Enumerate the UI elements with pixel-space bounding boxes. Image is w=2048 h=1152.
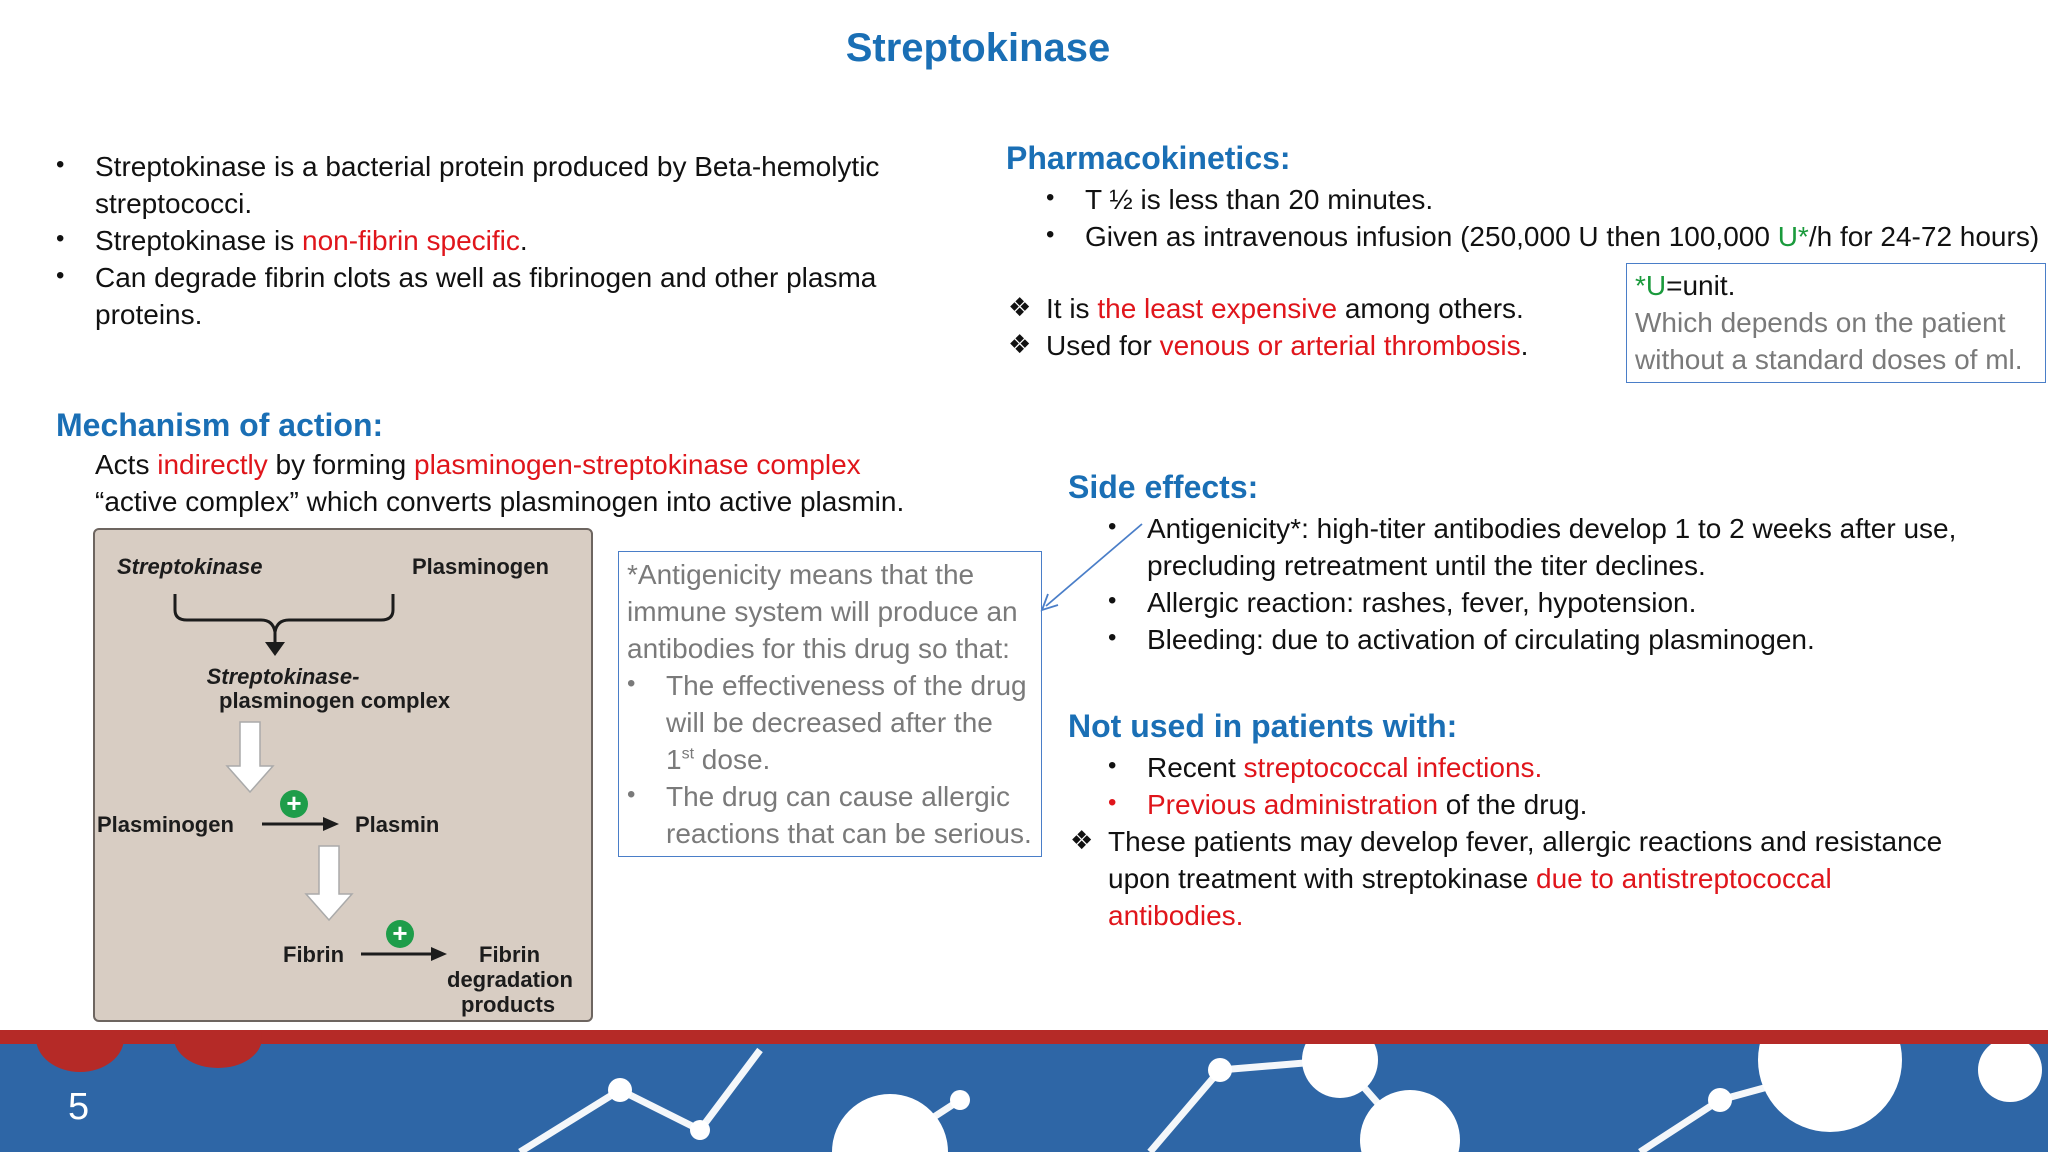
slide-title: Streptokinase	[845, 26, 1111, 70]
side-effects-heading: Side effects:	[1068, 469, 1259, 505]
bullet-icon: •	[627, 670, 636, 697]
label-fibrin: Fibrin	[283, 942, 345, 967]
diamond-bullet-icon: ❖	[1008, 292, 1032, 322]
pharmacokinetics-heading: Pharmacokinetics:	[1006, 140, 1291, 176]
footer-banner	[0, 1030, 2048, 1152]
bullet-icon: •	[56, 262, 65, 289]
label-complex: Streptokinase-	[206, 664, 360, 689]
plus-circle-icon: +	[386, 920, 414, 948]
bullet-icon: •	[1108, 513, 1117, 540]
bullet-icon: •	[627, 781, 636, 808]
diamond-bullet-icon: ❖	[1008, 329, 1032, 359]
mechanism-text: Acts indirectly by forming plasminogen-streptokinase complex “active complex” which converts plasminogen into active plasmin.	[95, 449, 905, 517]
antigenicity-note-box: *Antigenicity means that the immune system will produce an antibodies for this drug so that: • The effectiveness of the drug will be decreased after the 1st dose. • The drug can cause allergic reactions that can be serious.	[618, 551, 1042, 857]
label-plasmin: Plasmin	[355, 812, 440, 837]
plus-circle-icon: +	[280, 790, 308, 818]
not-used-1: Recent streptococcal infections.	[1147, 752, 1543, 783]
not-used-2: Previous administration of the drug.	[1147, 789, 1588, 820]
not-used-note: These patients may develop fever, allergic reactions and resistance upon treatment with streptokinase due to antistreptococcal antibodies.	[1108, 826, 1943, 931]
slide-number: 5	[68, 1086, 90, 1128]
bullet-icon: •	[1108, 789, 1117, 816]
connector-arrow	[1030, 520, 1150, 620]
side-effect-2: Allergic reaction: rashes, fever, hypotension.	[1147, 587, 1697, 618]
side-effect-3: Bleeding: due to activation of circulating plasminogen.	[1147, 624, 1815, 655]
intro-bullet-1: Streptokinase is a bacterial protein produced by Beta-hemolytic streptococci.	[95, 151, 880, 219]
mechanism-diagram	[93, 528, 593, 1022]
bullet-icon: •	[1046, 184, 1055, 211]
pk-note-2: Used for venous or arterial thrombosis.	[1046, 330, 1529, 361]
pk-note-1: It is the least expensive among others.	[1046, 293, 1524, 324]
bullet-icon: •	[1108, 624, 1117, 651]
bullet-icon: •	[56, 151, 65, 178]
pk-bullet-2: Given as intravenous infusion (250,000 U then 100,000 U*/h for 24-72 hours)	[1085, 221, 2040, 252]
label-products-1: Fibrin	[479, 942, 541, 967]
bullet-icon: •	[1046, 221, 1055, 248]
bullet-icon: •	[56, 225, 65, 252]
not-used-heading: Not used in patients with:	[1068, 708, 1458, 744]
bullet-icon: •	[1108, 587, 1117, 614]
label-streptokinase: Streptokinase	[117, 554, 263, 579]
unit-note-box: *U=unit. Which depends on the patient without a standard doses of ml.	[1626, 263, 2046, 383]
label-products-2: degradation	[447, 967, 573, 992]
label-plasminogen-top: Plasminogen	[412, 554, 549, 579]
pk-bullet-1: T ½ is less than 20 minutes.	[1085, 184, 1434, 215]
mechanism-heading: Mechanism of action:	[56, 407, 384, 443]
intro-bullet-3: Can degrade fibrin clots as well as fibrinogen and other plasma proteins.	[95, 262, 877, 330]
intro-bullet-2: Streptokinase is non-fibrin specific.	[95, 225, 528, 256]
diamond-bullet-icon: ❖	[1070, 825, 1094, 855]
bullet-icon: •	[1108, 752, 1117, 779]
label-products-3: products	[461, 992, 556, 1017]
label-plasminogen: Plasminogen	[97, 812, 234, 837]
side-effect-1: Antigenicity*: high-titer antibodies develop 1 to 2 weeks after use, precluding retreatment until the titer declines.	[1147, 513, 1957, 581]
label-complex-2: plasminogen complex	[219, 688, 451, 713]
